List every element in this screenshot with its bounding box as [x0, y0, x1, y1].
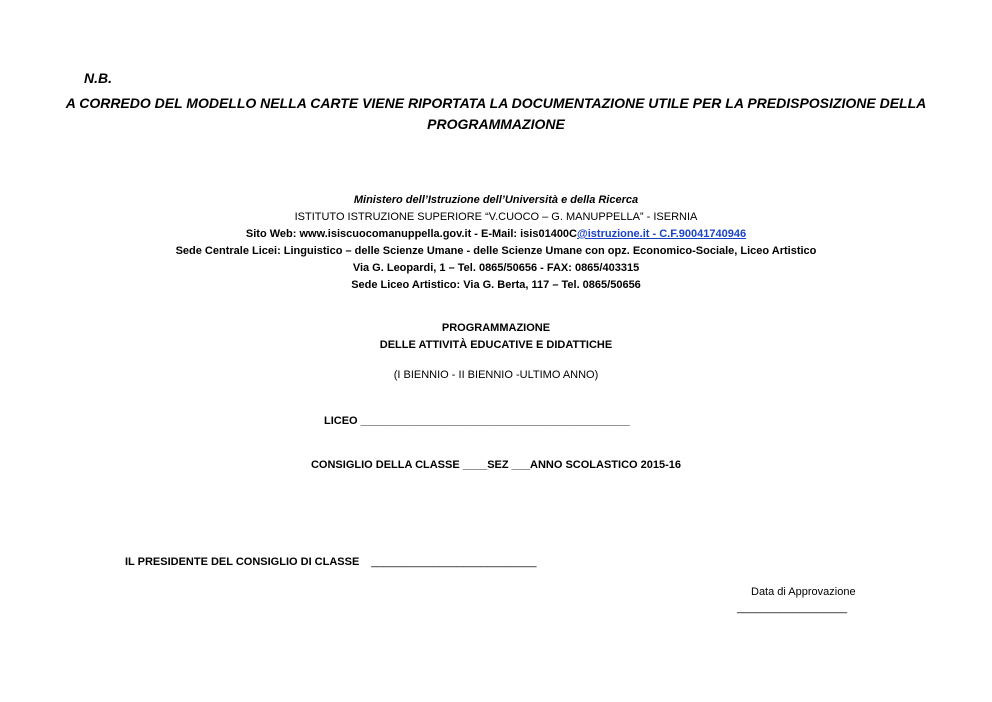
data-approvazione-label: Data di Approvazione	[751, 586, 856, 598]
consiglio-field: CONSIGLIO DELLA CLASSE ____SEZ ___ANNO SCOLASTICO 2015-16	[310, 459, 682, 471]
nb-note	[60, 93, 932, 135]
institute-name: ISTITUTO ISTRUZIONE SUPERIORE “V.CUOCO – G. MANUPPELLA” - ISERNIA	[294, 211, 698, 223]
nb-note-line-1: A CORREDO DEL MODELLO NELLA CARTE VIENE RIPORTATA LA DOCUMENTAZIONE UTILE PER LA PREDISPOSIZIONE DELLA	[65, 95, 927, 111]
presidente-signature-line: ___________________________	[371, 556, 537, 568]
biennio-subtitle: (I BIENNIO - II BIENNIO -ULTIMO ANNO)	[393, 369, 599, 381]
programmazione-line-2: DELLE ATTIVITÀ EDUCATIVE E DIDATTICHE	[379, 339, 613, 351]
nb-note-line-2: PROGRAMMAZIONE	[427, 116, 565, 132]
presidente-label: IL PRESIDENTE DEL CONSIGLIO DI CLASSE	[125, 556, 360, 568]
web-contact-line	[0, 226, 992, 243]
programmazione-line-1: PROGRAMMAZIONE	[441, 322, 551, 334]
nb-title: N.B.	[84, 70, 112, 86]
web-contact-text: Sito Web: www.isiscuocomanuppella.gov.it - E-Mail: isis01400C	[245, 228, 577, 240]
address-line: Via G. Leopardi, 1 – Tel. 0865/50656 - FAX: 0865/403315	[352, 262, 640, 274]
sede-liceo-artistico: Sede Liceo Artistico: Via G. Berta, 117 – Tel. 0865/50656	[351, 279, 641, 291]
school-header	[0, 192, 992, 294]
data-approvazione-line: __________________	[737, 602, 848, 614]
programmazione-title	[0, 320, 992, 354]
email-link[interactable]: @istruzione.it - C.F.90041740946	[577, 228, 747, 240]
presidente-signature	[125, 556, 536, 568]
sede-centrale: Sede Centrale Licei: Linguistico – delle Scienze Umane - delle Scienze Umane con opz. Economico-Sociale, Liceo Artistico	[175, 245, 817, 257]
liceo-field: LICEO ____________________________________________	[324, 415, 630, 427]
ministry-name: Ministero dell’Istruzione dell’Università e della Ricerca	[353, 194, 639, 206]
